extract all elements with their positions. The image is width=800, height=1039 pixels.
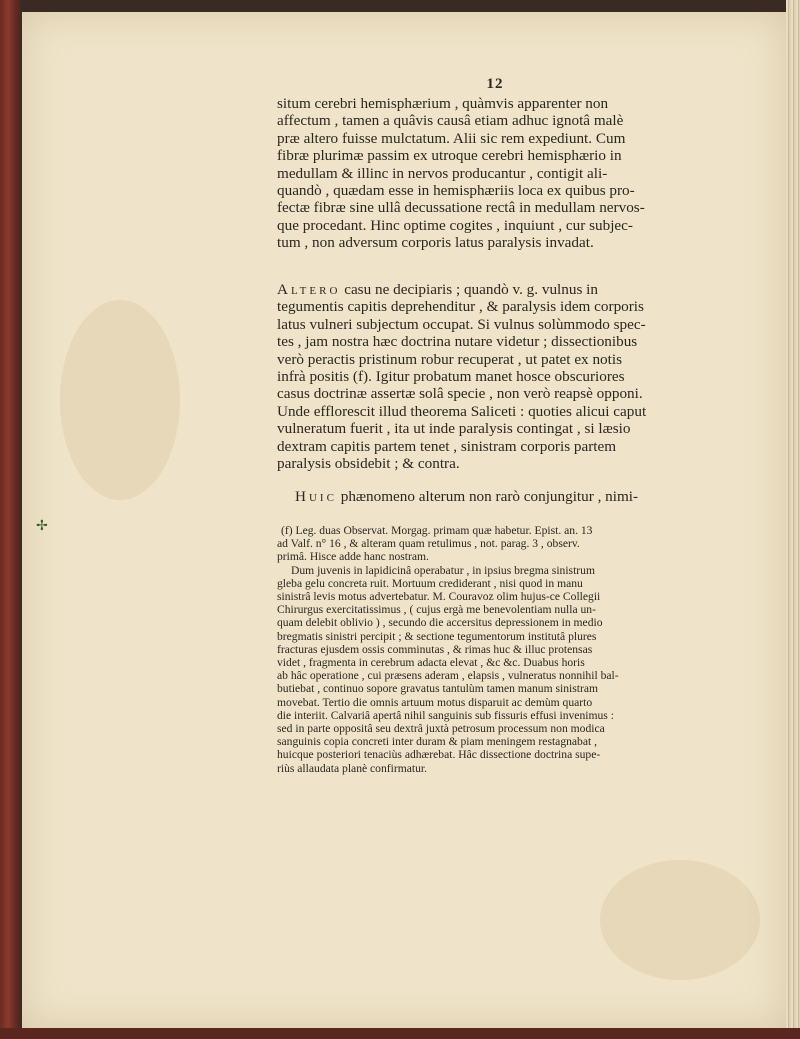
ink-mark: ✢ [36, 519, 48, 534]
text-line: tegumentis capitis deprehenditur , & paralysis idem corporis [277, 298, 644, 316]
main-text [277, 95, 707, 252]
note-line: videt , fragmenta in cerebrum adacta elevat , &c &c. Duabus horis [277, 656, 585, 670]
text-line: quandò , quædam esse in hemisphæriis loca ex quibus pro- [277, 182, 635, 200]
paper-stain [600, 860, 760, 980]
note-line: sanguinis copia concreti inter duram & piam meningem restagnabat , [277, 735, 598, 749]
note-line: huicque posteriori tenaciùs adhærebat. Hâc dissectione doctrina supe- [277, 748, 601, 762]
text-line: situm cerebri hemisphærium , quàmvis apparenter non [277, 95, 609, 112]
board-bottom-edge [0, 1028, 800, 1039]
note-line: ab hâc operatione , cui præsens aderam , elapsis , vulneratus nonnihil bal- [277, 669, 619, 683]
note-line: movebat. Tertio die omnis artuum motus disparuit ac demùm quarto [277, 695, 593, 709]
note-line: quam delebit oblivio ) , secundo die accersitus depressionem in medio [277, 616, 603, 630]
note-line: gleba gelu concreta ruit. Mortuum crediderant , nisi quod in manu [277, 576, 583, 590]
note-line: die interiit. Calvariâ apertâ nihil sanguinis sub fissuris effusi invenimus : [277, 708, 614, 722]
text-line: affectum , tamen a quâvis causâ etiam adhuc ignotâ malè [277, 112, 624, 130]
page-number: 12 [486, 76, 504, 92]
text-line: infrà positis (f). Igitur probatum manet hosce obscuriores [277, 368, 625, 386]
paragraph-2 [277, 281, 707, 472]
note-line: primâ. Hisce adde hanc nostram. [277, 550, 429, 564]
text-line: phænomeno alterum non rarò conjungitur , nimi- [336, 488, 639, 505]
paper-stain [60, 300, 180, 500]
paragraph-lead-word: Huic [295, 488, 337, 505]
note-line: ad Valf. n° 16 , & alteram quam retulimus , not. parag. 3 , observ. [277, 537, 580, 551]
note-line: sed in parte oppositâ seu dextrâ juxtà petrosum processum non modica [277, 722, 605, 736]
note-line: butiebat , continuo sopore gravatus tantulùm tamen manum sinistram [277, 682, 599, 696]
text-line: tum , non adversum corporis latus paralysis invadat. [277, 234, 594, 252]
text-line: fibræ plurimæ passim ex utroque cerebri hemisphærio in [277, 147, 622, 165]
text-line: Unde efflorescit illud theorema Saliceti : quoties alicui caput [277, 402, 647, 420]
note-line: sinistrâ levis motus advertebatur. M. Couravoz olim hujus-ce Collegii [277, 590, 601, 604]
text-line: verò peractis pristinum robur recuperat , ut patet ex notis [277, 350, 622, 368]
text-line: præ altero fuisse mulctatum. Alii sic rem expediunt. Cum [277, 129, 626, 147]
paragraph-3 [277, 488, 707, 505]
page-edge [786, 0, 800, 1039]
text-line: vulneratum fuerit , ita ut inde paralysis contingat , si læsio [277, 420, 631, 438]
footnote [277, 524, 707, 775]
note-line: Chirurgus exercitatissimus , ( cujus ergà me benevolentiam nulla un- [277, 603, 596, 617]
text-line: que procedant. Hinc optime cogites , inquiunt , cur subjec- [277, 216, 633, 234]
note-line: (f) Leg. duas Observat. Morgag. primam quæ habetur. Epist. an. 13 [281, 524, 593, 537]
text-line: latus vulneri subjectum occupat. Si vulnus solùmmodo spec- [277, 315, 646, 333]
text-line: medullam & illinc in nervos producantur , contigit ali- [277, 164, 608, 182]
text-line: casus doctrinæ assertæ solâ specie , non verò reapsè opponi. [277, 385, 643, 403]
note-line: riùs allaudata planè confirmatur. [277, 761, 428, 775]
text-line: tes , jam nostra hæc doctrina nutare videtur ; dissectionibus [277, 333, 638, 351]
paragraph-lead-word: Altero [277, 281, 341, 298]
text-line: paralysis obsidebit ; & contra. [277, 455, 460, 473]
text-line: dextram capitis partem tenet , sinistram corporis partem [277, 437, 617, 455]
paragraph-1 [277, 95, 707, 252]
text-line: fectæ fibræ sine ullâ decussatione rectâ in medullam nervos- [277, 199, 645, 217]
text-line: casu ne decipiaris ; quandò v. g. vulnus in [340, 281, 598, 298]
note-line: bregmatis sinistri percipit ; & sectione tegumentorum institutâ plures [277, 629, 597, 643]
note-line: Dum juvenis in lapidicinâ operabatur , in ipsius bregma sinistrum [291, 563, 595, 577]
note-line: fracturas ejusdem ossis comminutas , & rimas huc & illuc protensas [277, 642, 593, 656]
